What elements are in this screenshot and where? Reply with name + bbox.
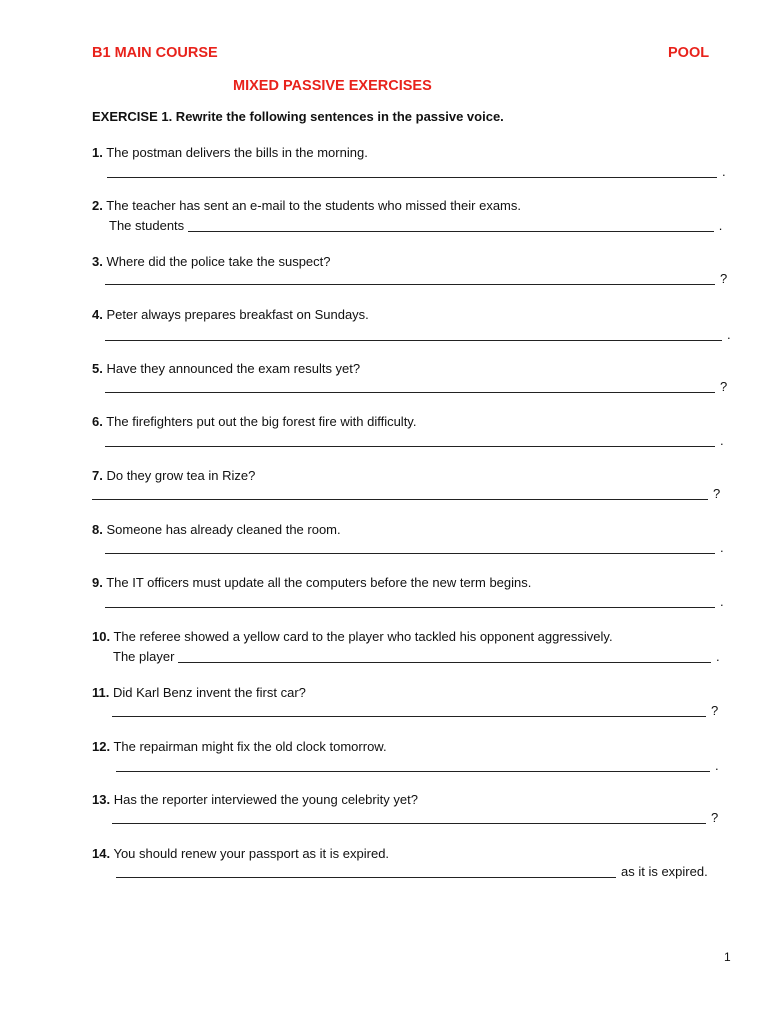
answer-line-12[interactable] (116, 758, 719, 773)
sentence-end: . (715, 758, 719, 773)
blank-line[interactable] (112, 822, 706, 824)
question-text: Have they announced the exam results yet? (106, 361, 361, 376)
question-text: The IT officers must update all the computers before the new term begins. (106, 575, 532, 590)
answer-line-5[interactable] (105, 379, 727, 394)
sentence-end: . (716, 649, 720, 664)
question-number: 7. (92, 468, 103, 483)
question-14 (92, 846, 389, 861)
answer-line-7[interactable] (92, 486, 720, 501)
blank-line[interactable] (92, 498, 708, 500)
blank-line[interactable] (116, 770, 710, 772)
answer-line-10[interactable] (113, 649, 720, 664)
question-number: 14. (92, 846, 111, 861)
sentence-end: . (722, 164, 726, 179)
question-text: The teacher has sent an e-mail to the students who missed their exams. (106, 198, 521, 213)
question-text: You should renew your passport as it is expired. (113, 846, 390, 861)
question-number: 5. (92, 361, 103, 376)
blank-line[interactable] (105, 283, 715, 285)
answer-line-3[interactable] (105, 271, 727, 286)
blank-line[interactable] (105, 339, 722, 341)
answer-line-14[interactable] (116, 864, 708, 879)
answer-prefix: The player (113, 649, 175, 664)
question-8 (92, 522, 341, 537)
question-number: 4. (92, 307, 103, 322)
sentence-end: as it is expired. (621, 864, 708, 879)
question-number: 1. (92, 145, 103, 160)
course-title: B1 MAIN COURSE (92, 45, 218, 61)
blank-line[interactable] (178, 661, 711, 663)
question-text: Someone has already cleaned the room. (106, 522, 341, 537)
answer-line-9[interactable] (105, 594, 724, 609)
answer-line-1[interactable] (107, 164, 726, 179)
question-number: 13. (92, 792, 111, 807)
question-text: Did Karl Benz invent the first car? (112, 685, 306, 700)
question-text: The repairman might fix the old clock tomorrow. (113, 739, 387, 754)
blank-line[interactable] (105, 445, 715, 447)
blank-line[interactable] (107, 176, 717, 178)
answer-line-11[interactable] (112, 703, 718, 718)
blank-line[interactable] (116, 876, 616, 878)
question-number: 2. (92, 198, 103, 213)
exercise-instruction: EXERCISE 1. Rewrite the following sentences in the passive voice. (92, 109, 504, 124)
question-number: 6. (92, 414, 103, 429)
question-text: The firefighters put out the big forest fire with difficulty. (106, 414, 417, 429)
question-6 (92, 414, 416, 429)
answer-line-13[interactable] (112, 810, 718, 825)
sentence-end: . (720, 540, 724, 555)
question-2 (92, 198, 521, 213)
worksheet-title: MIXED PASSIVE EXERCISES (233, 78, 432, 94)
question-text: The referee showed a yellow card to the player who tackled his opponent aggressively. (113, 629, 613, 644)
sentence-end: . (720, 594, 724, 609)
question-number: 12. (92, 739, 111, 754)
question-number: 10. (92, 629, 111, 644)
answer-line-2[interactable] (109, 218, 722, 233)
sentence-end: ? (720, 271, 728, 286)
blank-line[interactable] (105, 606, 715, 608)
question-7 (92, 468, 255, 483)
sentence-end: ? (711, 703, 719, 718)
question-text: The postman delivers the bills in the morning. (106, 145, 368, 160)
question-4 (92, 307, 369, 322)
question-11 (92, 685, 306, 700)
sentence-end: ? (720, 379, 728, 394)
blank-line[interactable] (188, 230, 714, 232)
sentence-end: . (720, 433, 724, 448)
question-9 (92, 575, 531, 590)
blank-line[interactable] (105, 552, 715, 554)
question-number: 3. (92, 254, 103, 269)
sentence-end: . (727, 327, 731, 342)
answer-line-8[interactable] (105, 540, 724, 555)
sentence-end: . (718, 218, 723, 233)
answer-line-4[interactable] (105, 327, 731, 342)
blank-line[interactable] (112, 715, 706, 717)
question-3 (92, 254, 331, 269)
question-text: Where did the police take the suspect? (106, 254, 331, 269)
question-13 (92, 792, 418, 807)
question-text: Peter always prepares breakfast on Sundays. (106, 307, 369, 322)
sentence-end: ? (713, 486, 721, 501)
question-number: 9. (92, 575, 103, 590)
question-1 (92, 145, 368, 160)
pool-label: POOL (668, 45, 710, 61)
question-number: 8. (92, 522, 103, 537)
question-text: Do they grow tea in Rize? (106, 468, 256, 483)
sentence-end: ? (711, 810, 719, 825)
page-number: 1 (724, 950, 731, 964)
question-12 (92, 739, 387, 754)
question-text: Has the reporter interviewed the young celebrity yet? (113, 792, 418, 807)
answer-line-6[interactable] (105, 433, 724, 448)
answer-prefix: The students (109, 218, 185, 233)
blank-line[interactable] (105, 391, 715, 393)
question-10 (92, 629, 613, 644)
question-number: 11. (92, 685, 110, 700)
question-5 (92, 361, 360, 376)
